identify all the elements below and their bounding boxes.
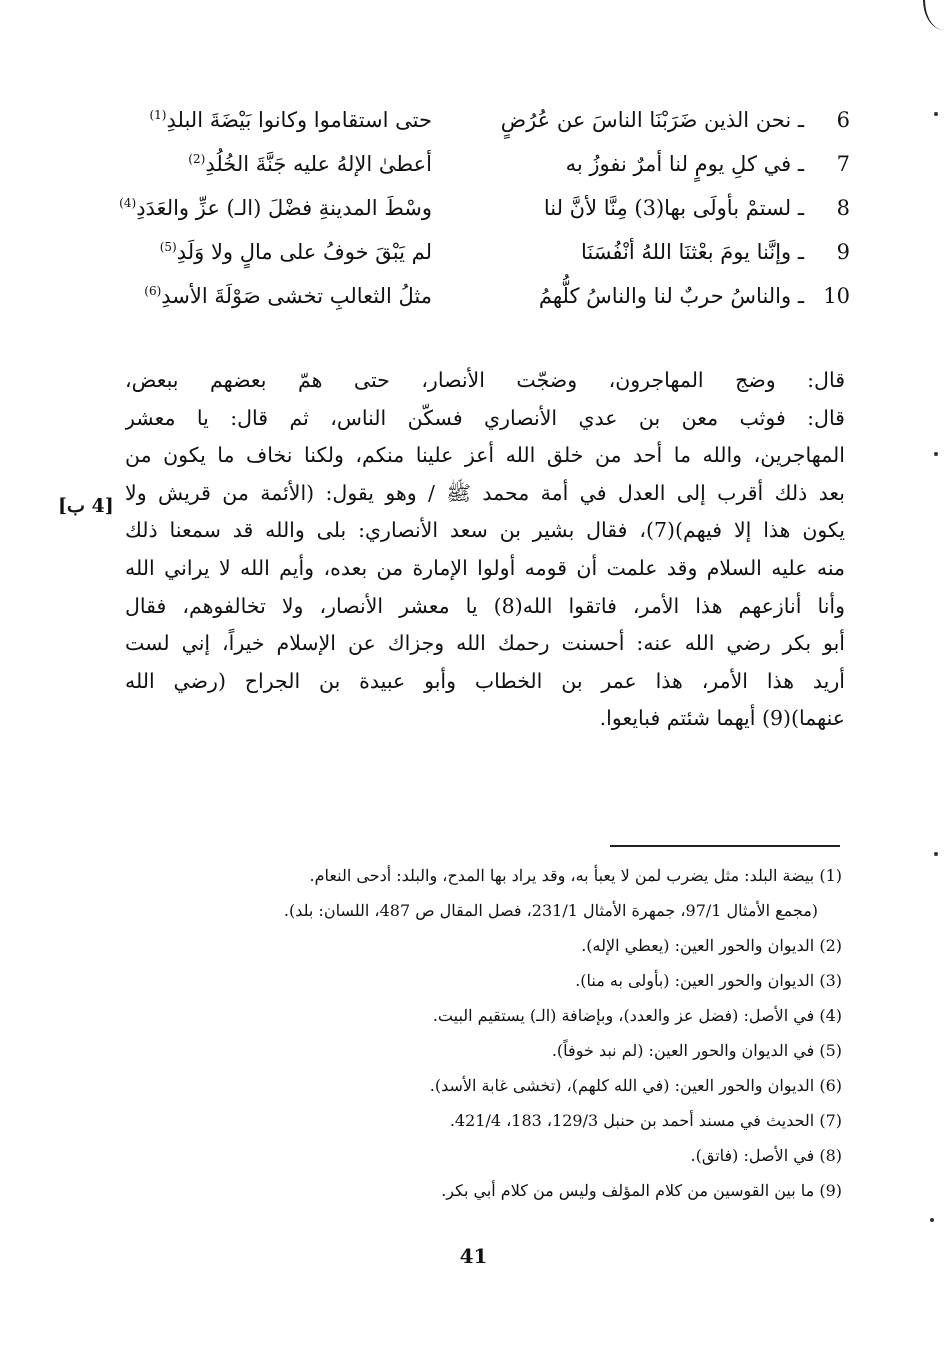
prose-line: يكون هذا إلا فيهم)(7)، فقال بشير بن سعد الأنصاري: بلى والله قد سمعنا ذلك: [125, 518, 845, 543]
verse-second-hemistich: مثلُ الثعالبِ تخشى صَوْلَةَ الأسدِ$^{(6)}$: [144, 284, 432, 308]
prose-line: المهاجرين، والله ما أحد من خلق الله أعز علينا منكم، ولكنا نخاف ما يكون من: [125, 443, 845, 468]
prose-line: قال: وضج المهاجرون، وضجّت الأنصار، حتى همّ بعضهم ببعض،: [125, 368, 845, 392]
verse-number: 8: [836, 196, 850, 220]
verse-first-hemistich: ـ وإنَّنا يومَ بعْثنَا اللهُ أنْفُسَنَا: [580, 240, 804, 264]
prose-line: بعد ذلك أقرب إلى العدل في أمة محمد ﷺ / وهو يقول: (الأئمة من قريش ولا: [125, 480, 845, 505]
prose-line: أريد هذا الأمر، هذا عمر بن الخطاب وأبو عبيدة بن الجراح (رضي الله: [125, 668, 845, 693]
verse-first-hemistich: ـ نحن الذين ضَرَبْنَا الناسَ عن عُرُضٍ: [500, 108, 804, 132]
footnote: (5) في الديوان والحور العين: (لم نبد خوفاً).: [551, 1041, 842, 1060]
prose-line: أبو بكر رضي الله عنه: أحسنت رحمك الله وجزاك عن الإسلام خيراً، إني لست: [125, 631, 845, 656]
verse-line: [110, 98, 850, 142]
verse-second-hemistich: لم يَبْقَ خوفُ على مالٍ ولا وَلَدِ$^{(5)}$: [159, 240, 432, 264]
verse-first-hemistich: ـ والناسُ حربٌ لنا والناسُ كلُّهمُ: [538, 284, 804, 308]
manuscript-folio-marker: [4 ب]: [58, 495, 114, 517]
footnote-ref[interactable]: (5): [159, 240, 177, 254]
verse-first-hemistich: ـ في كلِ يومٍ لنا أمرٌ نفوزُ به: [565, 152, 804, 176]
footnote: (7) الحديث في مسند أحمد بن حنبل 129/3، 183، 421/4.: [449, 1111, 842, 1130]
verse-second-hemistich: وسْطَ المدينةِ فضْلَ (الـ) عزِّ والعَدَدِ$^{(4)}$: [119, 196, 432, 220]
footnote: (2) الديوان والحور العين: (يعطي الإله).: [581, 936, 842, 955]
verse-second-hemistich: أعطىٰ الإلهُ عليه جَنَّةَ الخُلُدِ$^{(2)}$: [188, 152, 432, 176]
scan-speck: [934, 852, 938, 856]
prose-line: وأنا أنازعهم هذا الأمر، فاتقوا الله(8) يا معشر الأنصار، ولا تخالفوهم، فقال: [125, 593, 845, 618]
scan-speck: [934, 452, 938, 456]
footnote: (6) الديوان والحور العين: (في الله كلهم)، (تخشى غابة الأسد).: [429, 1076, 842, 1095]
footnote: (4) في الأصل: (فضل عز والعدد)، وبإضافة (الـ) يستقيم البيت.: [432, 1006, 842, 1025]
verse-number: 7: [836, 152, 850, 176]
footnote: (1) بيضة البلد: مثل يضرب لمن لا يعبأ به، وقد يراد بها المدح، والبلد: أدحى النعام.: [309, 866, 842, 885]
footnote-separator: [610, 845, 840, 847]
footnotes: [150, 858, 842, 1208]
footnote-ref[interactable]: (2): [188, 152, 206, 166]
scan-speck: [930, 1218, 934, 1222]
prose-line: منه عليه السلام وقد علمت أن قومه أولوا الإمارة من بعده، وأيم الله لا يراني الله: [125, 555, 845, 580]
page-number: 41: [459, 1244, 488, 1268]
verse-line: [110, 186, 850, 230]
prose-paragraph: [125, 362, 845, 738]
footnote: (3) الديوان والحور العين: (بأولى به منا).: [575, 971, 842, 990]
verse-number: 10: [823, 284, 850, 308]
verse-second-hemistich: حتى استقاموا وكانوا بَيْضَةَ البلدِ$^{(1)}$: [149, 108, 432, 132]
prose-line: قال: فوثب معن بن عدي الأنصاري فسكّن الناس، ثم قال: يا معشر: [125, 405, 845, 430]
verse-number: 9: [836, 240, 850, 264]
verse-line: [110, 142, 850, 186]
footnote-ref[interactable]: (6): [144, 284, 162, 298]
verse-first-hemistich: ـ لستمْ بأولَى بها(3) مِنَّا لأنَّ لنا: [543, 196, 804, 220]
scan-speck: [934, 112, 938, 116]
footnote: (8) في الأصل: (فاتق).: [690, 1146, 842, 1165]
poem-verses: [110, 98, 850, 318]
prose-line: عنهما)(9) أيهما شئتم فبايعوا.: [599, 706, 845, 731]
footnote: (9) ما بين القوسين من كلام المؤلف وليس من كلام أبي بكر.: [441, 1181, 842, 1200]
footnote-ref[interactable]: (1): [149, 108, 167, 122]
footnote-ref[interactable]: (4): [119, 196, 137, 210]
footnote-continuation: (مجمع الأمثال 97/1، جمهرة الأمثال 231/1، فصل المقال ص 487، اللسان: بلد).: [283, 901, 818, 920]
page-edge-mark: [923, 0, 947, 30]
verse-line: [110, 230, 850, 274]
verse-line: [110, 274, 850, 318]
verse-number: 6: [836, 108, 850, 132]
